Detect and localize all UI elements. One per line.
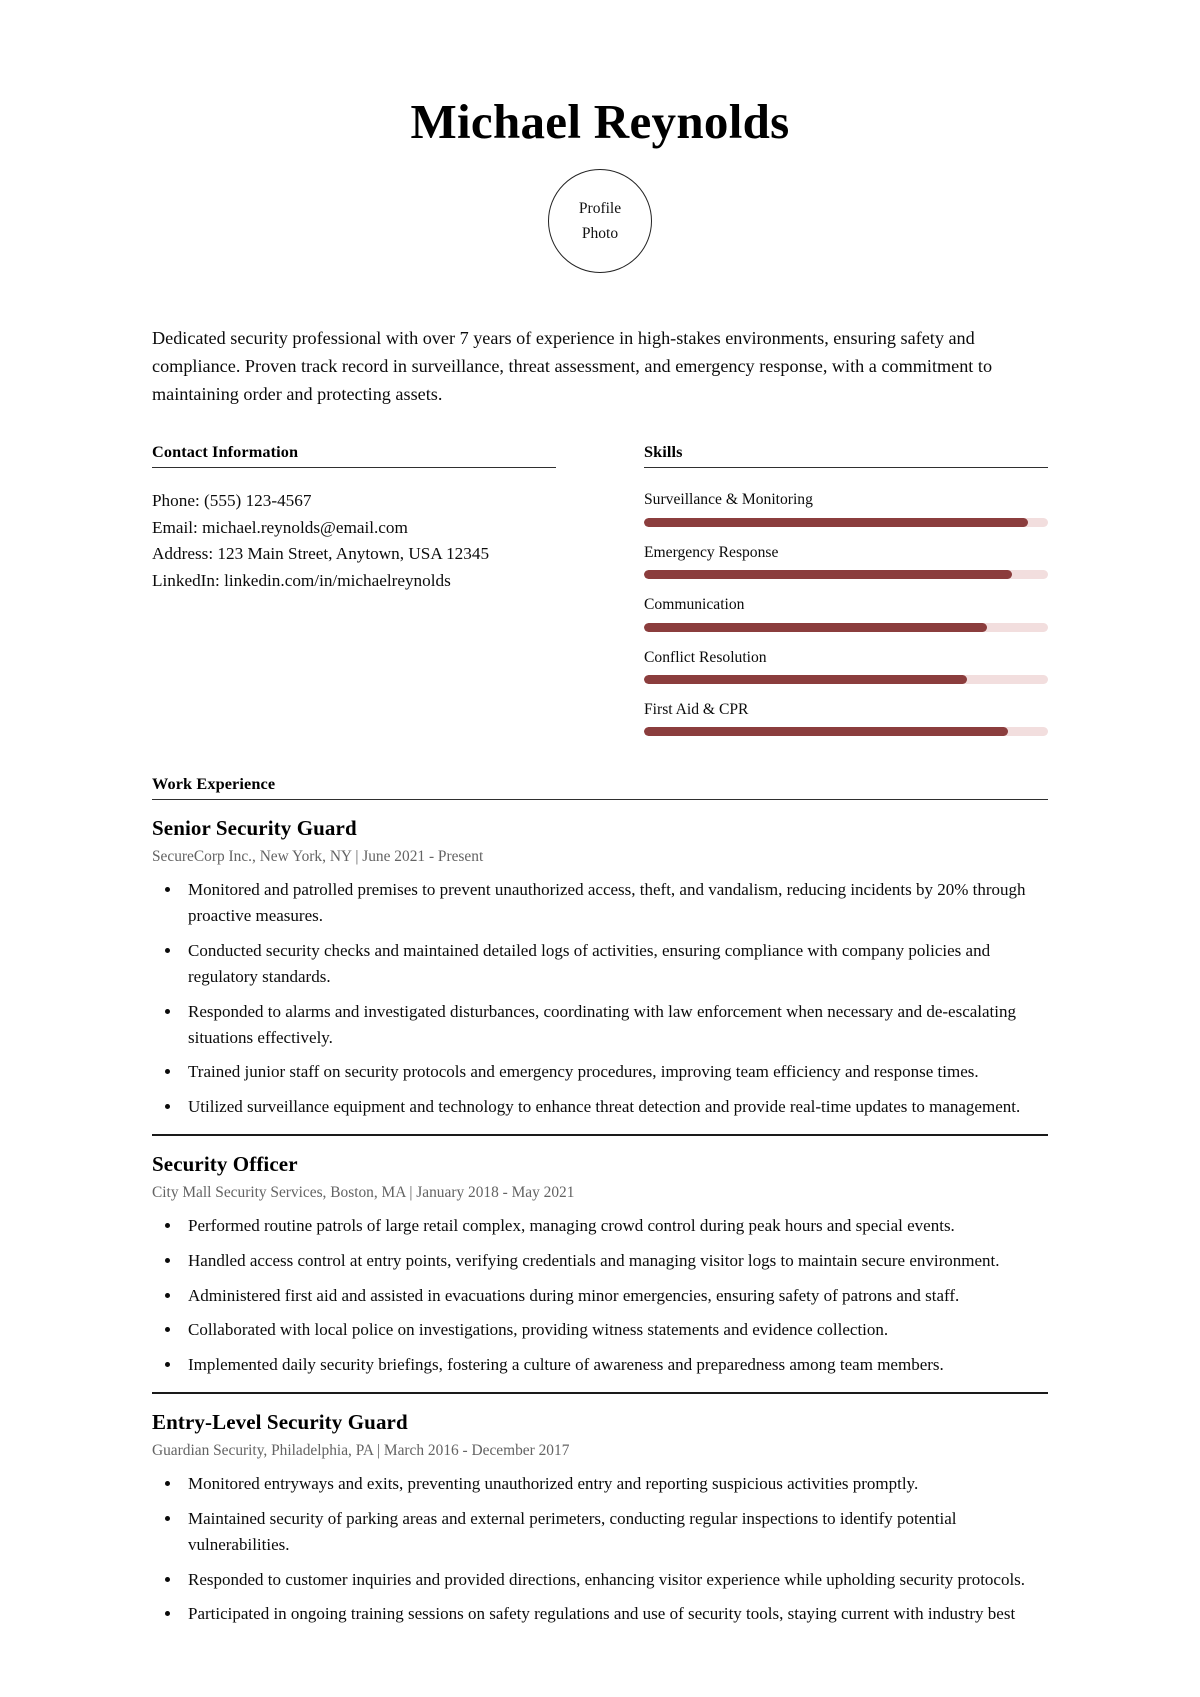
skill-bar-track (644, 727, 1048, 736)
contact-linkedin: LinkedIn: linkedin.com/in/michaelreynolds (152, 570, 451, 590)
skill-bar-fill (644, 570, 1012, 579)
skills-section-title: Skills (644, 442, 683, 462)
skills-section (644, 442, 1048, 736)
skills-section-divider (644, 467, 1048, 468)
job-title: Entry-Level Security Guard (152, 1410, 408, 1435)
contact-address: Address: 123 Main Street, Anytown, USA 12345 (152, 544, 490, 564)
job-bullet-list (152, 1471, 1048, 1627)
professional-summary: Dedicated security professional with over 7 years of experience in high-stakes environments, ensuring safety and compliance. Proven track record in surveillance, threat assessment, and emergency response, with a commitment to maintaining order and protecting assets. (152, 328, 993, 404)
job-bullet: • Administered first aid and assisted in evacuations during minor emergencies, ensuring safety of patrons and staff. (182, 1283, 1048, 1309)
job-bullet: • Implemented daily security briefings, fostering a culture of awareness and preparedness among team members. (182, 1352, 1048, 1378)
skill-bar-track (644, 570, 1048, 579)
job-title: Security Officer (152, 1151, 298, 1176)
skill-bar-fill (644, 727, 1008, 736)
contact-section (152, 442, 556, 594)
contact-list (152, 488, 556, 594)
two-column-section (152, 442, 1048, 736)
avatar-label-line2: Photo (581, 225, 619, 243)
skill-label: Emergency Response (644, 543, 779, 561)
resume-content (152, 0, 1048, 1641)
job-bullet: • Monitored and patrolled premises to prevent unauthorized access, theft, and vandalism, reducing incidents by 20% through proactive measures. (182, 877, 1048, 929)
job-bullet: • Performed routine patrols of large retail complex, managing crowd control during peak hours and special events. (182, 1213, 1048, 1239)
job-entry (152, 1136, 1048, 1394)
skill-label: Communication (644, 596, 745, 614)
skill-item (644, 593, 1048, 631)
job-bullet: • Trained junior staff on security protocols and emergency procedures, improving team efficiency and response times. (182, 1059, 1048, 1085)
contact-section-title: Contact Information (152, 442, 299, 462)
job-bullet: • Collaborated with local police on investigations, providing witness statements and evidence collection. (182, 1317, 1048, 1343)
job-entry (152, 800, 1048, 1136)
job-bullet: • Responded to customer inquiries and provided directions, enhancing visitor experience while upholding security protocols. (182, 1567, 1048, 1593)
skill-item (644, 488, 1048, 526)
avatar (548, 169, 652, 273)
job-bullet: • Handled access control at entry points, verifying credentials and managing visitor logs to maintain secure environment. (182, 1248, 1048, 1274)
profile-photo-wrapper (152, 169, 1048, 273)
contact-phone: Phone: (555) 123-4567 (152, 491, 312, 511)
skill-label: First Aid & CPR (644, 700, 749, 718)
work-experience-title: Work Experience (152, 774, 276, 794)
job-bullet: • Conducted security checks and maintained detailed logs of activities, ensuring compliance with company policies and regulatory standards. (182, 938, 1048, 990)
contact-email: Email: michael.reynolds@email.com (152, 517, 408, 537)
skill-bar-track (644, 518, 1048, 527)
job-bullet: • Maintained security of parking areas and external perimeters, conducting regular inspections to identify potential vulnerabilities. (182, 1506, 1048, 1558)
job-bullet: • Participated in ongoing training sessions on safety regulations and use of security tools, staying current with industry best (182, 1601, 1048, 1627)
job-meta: City Mall Security Services, Boston, MA | January 2018 - May 2021 (152, 1183, 575, 1201)
job-bullet-list (152, 1213, 1048, 1378)
job-meta: SecureCorp Inc., New York, NY | June 2021 - Present (152, 848, 484, 866)
job-bullet: • Monitored entryways and exits, preventing unauthorized entry and reporting suspicious activities promptly. (182, 1471, 1048, 1497)
skill-bar-fill (644, 623, 987, 632)
skill-bar-fill (644, 518, 1028, 527)
job-entry (152, 1394, 1048, 1641)
skill-item (644, 646, 1048, 684)
job-meta: Guardian Security, Philadelphia, PA | March 2016 - December 2017 (152, 1442, 570, 1460)
skill-bar-fill (644, 675, 967, 684)
job-bullet: • Responded to alarms and investigated disturbances, coordinating with law enforcement when necessary and de-escalating situations effectively. (182, 999, 1048, 1051)
skill-bar-track (644, 623, 1048, 632)
work-experience-header (152, 774, 1048, 800)
skill-bar-track (644, 675, 1048, 684)
avatar-label-line1: Profile (578, 199, 622, 217)
skill-item (644, 541, 1048, 579)
skill-label: Conflict Resolution (644, 648, 767, 666)
contact-section-divider (152, 467, 556, 468)
skill-item (644, 698, 1048, 736)
job-bullet: • Utilized surveillance equipment and technology to enhance threat detection and provide real-time updates to management. (182, 1094, 1048, 1120)
job-bullet-list (152, 877, 1048, 1120)
job-title: Senior Security Guard (152, 816, 357, 841)
skill-label: Surveillance & Monitoring (644, 491, 813, 509)
page-title: Michael Reynolds (410, 94, 790, 149)
